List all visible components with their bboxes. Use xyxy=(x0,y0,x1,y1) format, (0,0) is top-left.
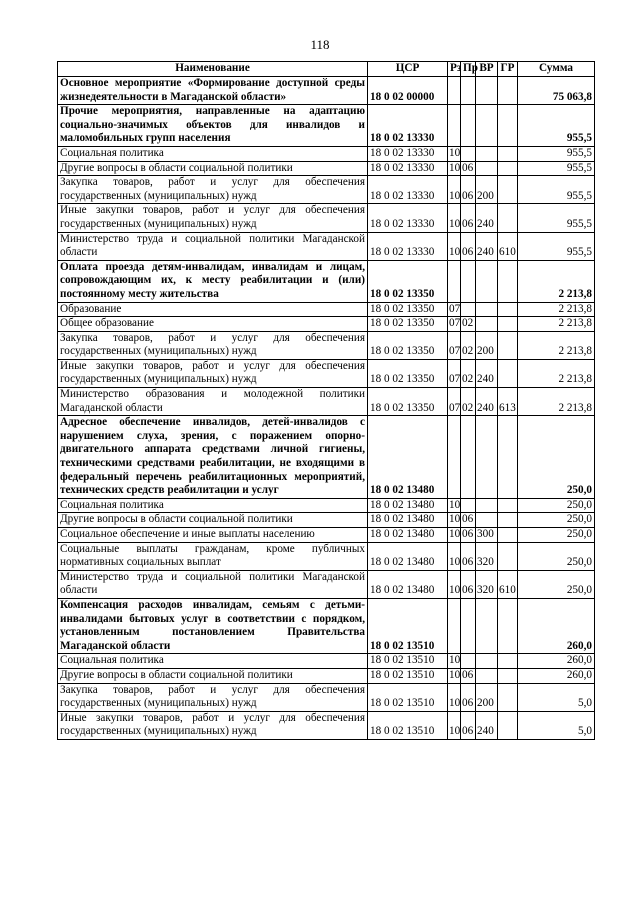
cell-rz: 07 xyxy=(448,331,461,359)
cell-name: Другие вопросы в области социальной политики xyxy=(58,161,368,176)
cell-sum: 260,0 xyxy=(518,654,595,669)
cell-csr: 18 0 02 13510 xyxy=(368,683,448,711)
cell-pr xyxy=(461,146,476,161)
header-gr: ГР xyxy=(498,62,518,77)
cell-name: Иные закупки товаров, работ и услуг для обеспечения государственных (муниципальных) нужд xyxy=(58,359,368,387)
table-body xyxy=(58,77,595,740)
cell-gr xyxy=(498,204,518,232)
cell-vr xyxy=(476,416,498,499)
table-row xyxy=(58,542,595,570)
cell-vr xyxy=(476,317,498,332)
table-header-row xyxy=(58,62,595,77)
cell-vr xyxy=(476,498,498,513)
cell-name: Образование xyxy=(58,302,368,317)
cell-gr xyxy=(498,161,518,176)
cell-csr: 18 0 02 13510 xyxy=(368,654,448,669)
cell-vr: 320 xyxy=(476,542,498,570)
cell-sum: 955,5 xyxy=(518,161,595,176)
cell-vr: 240 xyxy=(476,359,498,387)
page-number: 118 xyxy=(310,37,330,52)
header-rz: Рз xyxy=(448,62,461,77)
cell-sum: 250,0 xyxy=(518,528,595,543)
header-csr: ЦСР xyxy=(368,62,448,77)
cell-rz: 10 xyxy=(448,528,461,543)
cell-pr: 06 xyxy=(461,232,476,260)
cell-name: Иные закупки товаров, работ и услуг для обеспечения государственных (муниципальных) нужд xyxy=(58,204,368,232)
header-name: Наименование xyxy=(58,62,368,77)
header-vr: ВР xyxy=(476,62,498,77)
cell-vr xyxy=(476,105,498,147)
cell-rz xyxy=(448,77,461,105)
table-row xyxy=(58,668,595,683)
cell-csr: 18 0 02 13480 xyxy=(368,513,448,528)
table-row xyxy=(58,654,595,669)
cell-name: Министерство труда и социальной политики Магаданской области xyxy=(58,232,368,260)
cell-csr: 18 0 02 13350 xyxy=(368,331,448,359)
cell-sum: 2 213,8 xyxy=(518,302,595,317)
cell-pr: 02 xyxy=(461,359,476,387)
cell-sum: 2 213,8 xyxy=(518,317,595,332)
cell-rz: 10 xyxy=(448,668,461,683)
cell-name: Закупка товаров, работ и услуг для обеспечения государственных (муниципальных) нужд xyxy=(58,331,368,359)
cell-name: Адресное обеспечение инвалидов, детей-инвалидов с нарушением слуха, зрения, с поражением опорно-двигательного аппарата средствами личной гигиены, техническими средствами реабилитации, не входящими в федеральный перечень реабилитационных мероприятий, технических средств реабилитации и услуг xyxy=(58,416,368,499)
cell-rz xyxy=(448,416,461,499)
cell-gr xyxy=(498,176,518,204)
cell-gr xyxy=(498,260,518,302)
table-row xyxy=(58,711,595,739)
cell-gr xyxy=(498,146,518,161)
cell-sum: 250,0 xyxy=(518,542,595,570)
cell-csr: 18 0 02 13350 xyxy=(368,260,448,302)
cell-rz: 07 xyxy=(448,302,461,317)
table-row xyxy=(58,77,595,105)
cell-csr: 18 0 02 13480 xyxy=(368,542,448,570)
cell-gr xyxy=(498,711,518,739)
cell-name: Общее образование xyxy=(58,317,368,332)
cell-csr: 18 0 02 13480 xyxy=(368,498,448,513)
cell-sum: 955,5 xyxy=(518,105,595,147)
header-pr: Пр xyxy=(461,62,476,77)
cell-name: Другие вопросы в области социальной политики xyxy=(58,513,368,528)
cell-rz: 10 xyxy=(448,542,461,570)
table-row xyxy=(58,416,595,499)
table-row xyxy=(58,598,595,653)
cell-sum: 2 213,8 xyxy=(518,331,595,359)
cell-rz: 10 xyxy=(448,161,461,176)
cell-name: Министерство труда и социальной политики Магаданской области xyxy=(58,570,368,598)
cell-sum: 5,0 xyxy=(518,683,595,711)
cell-vr xyxy=(476,161,498,176)
cell-name: Оплата проезда детям-инвалидам, инвалидам и лицам, сопровождающим их, к месту реабилитации и (или) постоянному месту жительства xyxy=(58,260,368,302)
cell-sum: 955,5 xyxy=(518,176,595,204)
table-row xyxy=(58,528,595,543)
cell-pr xyxy=(461,105,476,147)
cell-pr: 06 xyxy=(461,176,476,204)
cell-sum: 75 063,8 xyxy=(518,77,595,105)
table-row xyxy=(58,570,595,598)
cell-gr xyxy=(498,416,518,499)
cell-pr: 06 xyxy=(461,668,476,683)
cell-sum: 955,5 xyxy=(518,204,595,232)
table-row xyxy=(58,161,595,176)
table-row xyxy=(58,232,595,260)
table-row xyxy=(58,302,595,317)
cell-rz xyxy=(448,598,461,653)
cell-vr xyxy=(476,146,498,161)
cell-gr xyxy=(498,542,518,570)
cell-gr xyxy=(498,359,518,387)
cell-csr: 18 0 02 13510 xyxy=(368,598,448,653)
cell-pr: 06 xyxy=(461,711,476,739)
cell-vr: 240 xyxy=(476,232,498,260)
cell-gr xyxy=(498,654,518,669)
cell-pr: 06 xyxy=(461,528,476,543)
cell-pr xyxy=(461,260,476,302)
cell-name: Социальная политика xyxy=(58,146,368,161)
cell-gr xyxy=(498,528,518,543)
cell-csr: 18 0 02 13480 xyxy=(368,570,448,598)
cell-sum: 955,5 xyxy=(518,146,595,161)
table-row xyxy=(58,331,595,359)
cell-csr: 18 0 02 13350 xyxy=(368,302,448,317)
cell-rz: 07 xyxy=(448,388,461,416)
cell-pr xyxy=(461,416,476,499)
table-row xyxy=(58,317,595,332)
cell-rz: 10 xyxy=(448,498,461,513)
cell-gr xyxy=(498,317,518,332)
table-row xyxy=(58,105,595,147)
cell-pr: 06 xyxy=(461,513,476,528)
cell-csr: 18 0 02 13330 xyxy=(368,232,448,260)
cell-name: Социальная политика xyxy=(58,498,368,513)
cell-sum: 250,0 xyxy=(518,513,595,528)
cell-pr: 06 xyxy=(461,542,476,570)
cell-name: Закупка товаров, работ и услуг для обеспечения государственных (муниципальных) нужд xyxy=(58,683,368,711)
cell-name: Другие вопросы в области социальной политики xyxy=(58,668,368,683)
cell-name: Социальное обеспечение и иные выплаты населению xyxy=(58,528,368,543)
cell-vr: 320 xyxy=(476,570,498,598)
table-row xyxy=(58,204,595,232)
cell-csr: 18 0 02 13330 xyxy=(368,105,448,147)
cell-pr: 02 xyxy=(461,317,476,332)
table-row xyxy=(58,260,595,302)
cell-csr: 18 0 02 13480 xyxy=(368,416,448,499)
cell-pr xyxy=(461,498,476,513)
cell-sum: 250,0 xyxy=(518,570,595,598)
cell-name: Основное мероприятие «Формирование доступной среды жизнедеятельности в Магаданской области» xyxy=(58,77,368,105)
cell-vr xyxy=(476,77,498,105)
cell-pr xyxy=(461,598,476,653)
cell-rz: 10 xyxy=(448,146,461,161)
cell-vr xyxy=(476,668,498,683)
cell-csr: 18 0 02 00000 xyxy=(368,77,448,105)
cell-name: Социальная политика xyxy=(58,654,368,669)
cell-name: Компенсация расходов инвалидам, семьям с детьми-инвалидами бытовых услуг в соответствии с порядком, установленным постановлением Правительства Магаданской области xyxy=(58,598,368,653)
cell-name: Социальные выплаты гражданам, кроме публичных нормативных социальных выплат xyxy=(58,542,368,570)
cell-csr: 18 0 02 13480 xyxy=(368,528,448,543)
cell-pr xyxy=(461,302,476,317)
cell-gr: 613 xyxy=(498,388,518,416)
cell-vr xyxy=(476,260,498,302)
cell-gr xyxy=(498,598,518,653)
cell-sum: 5,0 xyxy=(518,711,595,739)
cell-csr: 18 0 02 13350 xyxy=(368,388,448,416)
cell-gr xyxy=(498,105,518,147)
table-row xyxy=(58,388,595,416)
cell-csr: 18 0 02 13350 xyxy=(368,317,448,332)
cell-name: Иные закупки товаров, работ и услуг для обеспечения государственных (муниципальных) нужд xyxy=(58,711,368,739)
cell-vr: 200 xyxy=(476,331,498,359)
cell-csr: 18 0 02 13330 xyxy=(368,146,448,161)
cell-sum: 260,0 xyxy=(518,598,595,653)
cell-csr: 18 0 02 13330 xyxy=(368,204,448,232)
cell-rz: 10 xyxy=(448,711,461,739)
table-row xyxy=(58,498,595,513)
cell-vr: 240 xyxy=(476,388,498,416)
cell-pr: 02 xyxy=(461,331,476,359)
cell-gr xyxy=(498,302,518,317)
cell-csr: 18 0 02 13510 xyxy=(368,668,448,683)
cell-rz: 10 xyxy=(448,232,461,260)
cell-rz: 10 xyxy=(448,683,461,711)
cell-sum: 955,5 xyxy=(518,232,595,260)
cell-pr: 06 xyxy=(461,683,476,711)
cell-vr xyxy=(476,513,498,528)
cell-gr xyxy=(498,683,518,711)
cell-sum: 2 213,8 xyxy=(518,260,595,302)
table-row xyxy=(58,513,595,528)
cell-gr: 610 xyxy=(498,570,518,598)
cell-rz xyxy=(448,105,461,147)
cell-vr xyxy=(476,654,498,669)
cell-gr xyxy=(498,668,518,683)
cell-sum: 250,0 xyxy=(518,416,595,499)
cell-gr xyxy=(498,498,518,513)
cell-sum: 2 213,8 xyxy=(518,359,595,387)
cell-pr: 06 xyxy=(461,570,476,598)
cell-rz: 07 xyxy=(448,359,461,387)
cell-pr: 02 xyxy=(461,388,476,416)
cell-gr xyxy=(498,77,518,105)
cell-name: Прочие мероприятия, направленные на адаптацию социально-значимых объектов для инвалидов и маломобильных групп населения xyxy=(58,105,368,147)
cell-gr xyxy=(498,513,518,528)
cell-pr: 06 xyxy=(461,204,476,232)
cell-rz: 10 xyxy=(448,654,461,669)
cell-pr: 06 xyxy=(461,161,476,176)
cell-vr: 300 xyxy=(476,528,498,543)
cell-rz: 07 xyxy=(448,317,461,332)
cell-vr: 200 xyxy=(476,176,498,204)
cell-csr: 18 0 02 13330 xyxy=(368,176,448,204)
cell-pr xyxy=(461,77,476,105)
cell-sum: 260,0 xyxy=(518,668,595,683)
cell-csr: 18 0 02 13330 xyxy=(368,161,448,176)
cell-vr: 240 xyxy=(476,204,498,232)
table-row xyxy=(58,146,595,161)
cell-rz: 10 xyxy=(448,176,461,204)
table-row xyxy=(58,176,595,204)
cell-vr xyxy=(476,598,498,653)
budget-table xyxy=(57,61,595,740)
cell-sum: 2 213,8 xyxy=(518,388,595,416)
cell-vr xyxy=(476,302,498,317)
cell-rz: 10 xyxy=(448,513,461,528)
cell-rz: 10 xyxy=(448,570,461,598)
cell-vr: 240 xyxy=(476,711,498,739)
cell-gr xyxy=(498,331,518,359)
table-row xyxy=(58,359,595,387)
cell-csr: 18 0 02 13350 xyxy=(368,359,448,387)
cell-sum: 250,0 xyxy=(518,498,595,513)
cell-pr xyxy=(461,654,476,669)
table-row xyxy=(58,683,595,711)
cell-name: Министерство образования и молодежной политики Магаданской области xyxy=(58,388,368,416)
cell-rz xyxy=(448,260,461,302)
cell-gr: 610 xyxy=(498,232,518,260)
header-sum: Сумма xyxy=(518,62,595,77)
cell-csr: 18 0 02 13510 xyxy=(368,711,448,739)
cell-rz: 10 xyxy=(448,204,461,232)
cell-vr: 200 xyxy=(476,683,498,711)
cell-name: Закупка товаров, работ и услуг для обеспечения государственных (муниципальных) нужд xyxy=(58,176,368,204)
